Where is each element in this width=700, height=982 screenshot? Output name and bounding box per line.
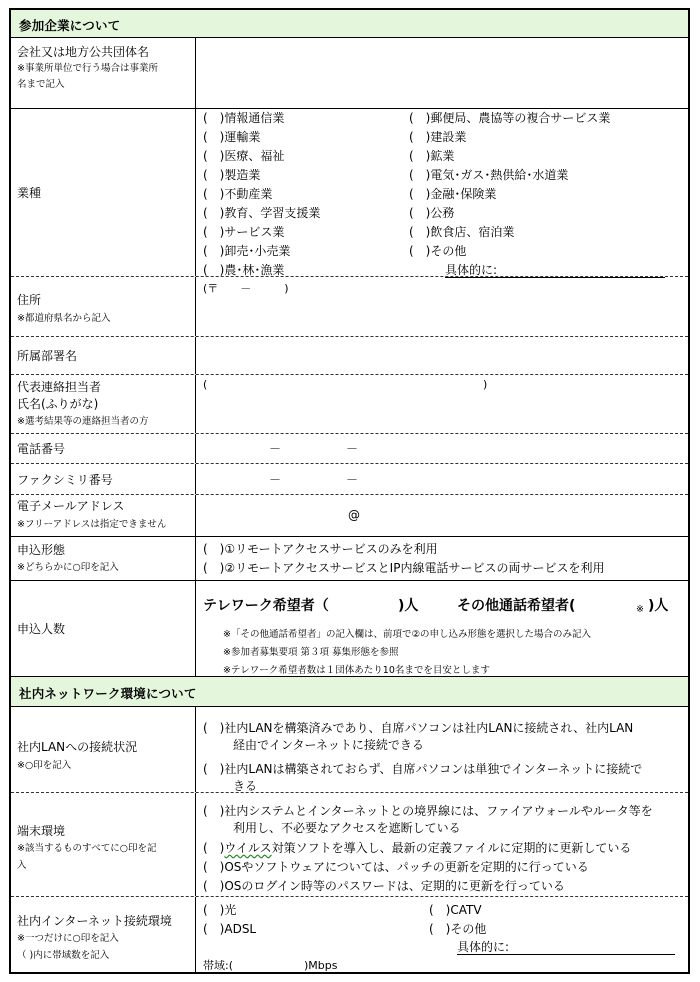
industry-option[interactable]: ( )その他 (409, 244, 467, 258)
phone-label: 電話番号 (17, 442, 66, 456)
label-cell (11, 109, 196, 276)
bandwidth-label: 帯域:( (203, 959, 233, 972)
label-cell (11, 897, 196, 974)
label-cell (11, 38, 196, 108)
lan-label: 社内LANへの接続状況 (17, 740, 138, 754)
industry-option[interactable]: ( )農･林･漁業 (203, 263, 285, 277)
terminal-option-1-cont: 利用し、不必要なアクセスを遮断している (233, 821, 461, 835)
terminal-note: 入 (17, 860, 27, 871)
industry-option[interactable]: ( )建設業 (409, 130, 467, 144)
industry-option[interactable]: ( )教育、学習支援業 (203, 206, 321, 220)
applicant-count-note: ※テレワーク希望者数は１団体あたり10名までを目安とします (223, 665, 490, 676)
section-title: 参加企業について (19, 18, 121, 33)
section-header-participant (11, 10, 688, 38)
label-cell (11, 707, 196, 792)
internet-option-adsl[interactable]: ( )ADSL (203, 922, 257, 936)
applicant-count-note: ※「その他通話希望者」の記入欄は、前項で②の申し込み形態を選択した場合のみ記入 (223, 629, 591, 640)
internet-specific-label: 具体的に: (457, 940, 510, 954)
application-type-note: ※どちらかに○印を記入 (17, 562, 119, 573)
company-input[interactable] (197, 38, 688, 108)
postal-code-field[interactable]: (〒 － ) (203, 282, 289, 295)
company-note: 名まで記入 (17, 79, 65, 90)
industry-specific-label: 具体的に: (445, 263, 498, 277)
lan-option-1-cont: 経由でインターネットに接続できる (233, 738, 424, 752)
contact-name-label: 氏名(ふりがな) (17, 397, 99, 411)
terminal-option-2[interactable] (203, 841, 631, 855)
row-industry (11, 109, 688, 277)
application-option-2[interactable]: ( )②リモートアクセスサービスとIP内線電話サービスの両サービスを利用 (203, 561, 605, 575)
bandwidth-unit: )Mbps (304, 959, 338, 972)
applicant-count-note: ※参加者募集要項 第３項 募集形態を参照 (223, 647, 399, 658)
furigana-open-paren: ( (203, 378, 208, 391)
department-input[interactable] (197, 337, 688, 374)
industry-option[interactable]: ( )情報通信業 (203, 111, 285, 125)
telework-count-unit: )人 (398, 598, 419, 614)
internet-option-fiber[interactable]: ( )光 (203, 903, 237, 917)
application-form (9, 8, 690, 974)
row-department (11, 337, 688, 375)
section-header-network (11, 677, 688, 707)
department-label: 所属部署名 (17, 349, 78, 363)
contact-note: ※選考結果等の連絡担当者の方 (17, 416, 149, 427)
other-call-count-mark: ※ (636, 604, 644, 615)
label-cell (11, 581, 196, 676)
fax-dash: － (346, 473, 359, 487)
lan-option-2[interactable]: ( )社内LANは構築されておらず、自席パソコンは単独でインターネットに接続で (203, 762, 643, 776)
lan-option-2-cont: きる (233, 779, 258, 793)
label-cell (11, 337, 196, 374)
row-application-type (11, 537, 688, 581)
row-internet (11, 897, 688, 974)
terminal-option-4[interactable]: ( )OSのログイン時等のパスワードは、定期的に更新を行っている (203, 879, 565, 893)
lan-option-1[interactable]: ( )社内LANを構築済みであり、自席パソコンは社内LANに接続され、社内LAN (203, 721, 634, 735)
company-label: 会社又は地方公共団体名 (17, 45, 150, 59)
address-label: 住所 (17, 293, 42, 307)
company-note: ※事業所単位で行う場合は事業所 (17, 63, 158, 74)
terminal-option-1[interactable]: ( )社内システムとインターネットとの境界線には、ファイアウォールやルータ等を (203, 804, 653, 818)
email-label: 電子メールアドレス (17, 499, 125, 513)
row-phone (11, 434, 688, 464)
row-applicant-count (11, 581, 688, 677)
label-cell (11, 434, 196, 463)
terminal-option-2-check: ( ) (203, 841, 225, 855)
telework-count-input[interactable] (339, 596, 397, 616)
industry-option[interactable]: ( )飲食店、宿泊業 (409, 225, 515, 239)
label-cell (11, 495, 196, 536)
industry-option[interactable]: ( )鉱業 (409, 149, 455, 163)
row-contact (11, 375, 688, 434)
industry-option[interactable]: ( )卸売･小売業 (203, 244, 291, 258)
internet-option-other[interactable]: ( )その他 (429, 922, 487, 936)
lan-note: ※○印を記入 (17, 760, 72, 771)
industry-option[interactable]: ( )公務 (409, 206, 455, 220)
contact-name-input[interactable] (211, 375, 481, 433)
industry-label: 業種 (17, 186, 42, 200)
telework-count-label: テレワーク希望者（ (203, 598, 329, 614)
application-type-label: 申込形態 (17, 543, 66, 557)
internet-note: （ )内に帯域数を記入 (17, 950, 110, 961)
applicant-count-label: 申込人数 (17, 622, 66, 636)
industry-option[interactable]: ( )不動産業 (203, 187, 273, 201)
industry-option[interactable]: ( )運輸業 (203, 130, 261, 144)
section-title: 社内ネットワーク環境について (19, 686, 197, 701)
bandwidth-input[interactable] (243, 957, 301, 973)
furigana-close-paren: ) (483, 378, 488, 391)
contact-label: 代表連絡担当者 (17, 380, 102, 394)
terminal-option-2-text: 対策ソフトを導入し、最新の定義ファイルに定期的に更新している (271, 841, 632, 855)
terminal-option-3[interactable]: ( )OSやソフトウェアについては、パッチの更新を定期的に行っている (203, 860, 589, 874)
row-fax (11, 464, 688, 495)
row-terminal (11, 793, 688, 897)
label-cell (11, 793, 196, 896)
label-cell (11, 277, 196, 336)
industry-option[interactable]: ( )サービス業 (203, 225, 285, 239)
label-cell (11, 464, 196, 494)
fax-label: ファクシミリ番号 (17, 473, 113, 487)
terminal-label: 端末環境 (17, 824, 66, 838)
industry-option[interactable]: ( )医療、福祉 (203, 149, 285, 163)
other-call-count-label: その他通話希望者( (457, 598, 576, 614)
application-option-1[interactable]: ( )①リモートアクセスサービスのみを利用 (203, 542, 438, 556)
row-company (11, 38, 688, 109)
terminal-option-2-virus: ウイルス (224, 841, 272, 855)
label-cell (11, 537, 196, 580)
email-note: ※フリーアドレスは指定できません (17, 519, 167, 530)
terminal-note: ※該当するものすべてに○印を記 (17, 843, 157, 854)
internet-label: 社内インターネット接続環境 (17, 914, 172, 928)
industry-option[interactable]: ( )電気･ガス･熱供給･水道業 (409, 168, 569, 182)
label-cell (11, 375, 196, 433)
phone-dash: － (346, 442, 359, 456)
internet-specific-line[interactable] (457, 954, 675, 955)
fax-dash: － (269, 473, 282, 487)
industry-option[interactable]: ( )金融･保険業 (409, 187, 497, 201)
email-at-sign: @ (348, 508, 360, 522)
industry-option[interactable]: ( )郵便局、農協等の複合サービス業 (409, 111, 611, 125)
row-address (11, 277, 688, 337)
internet-note: ※一つだけに○印を記入 (17, 933, 119, 944)
other-call-count-unit: )人 (648, 598, 669, 614)
address-note: ※都道府県名から記入 (17, 313, 111, 324)
row-email (11, 495, 688, 537)
internet-option-catv[interactable]: ( )CATV (429, 903, 482, 917)
row-lan (11, 707, 688, 793)
industry-option[interactable]: ( )製造業 (203, 168, 261, 182)
phone-dash: － (269, 442, 282, 456)
